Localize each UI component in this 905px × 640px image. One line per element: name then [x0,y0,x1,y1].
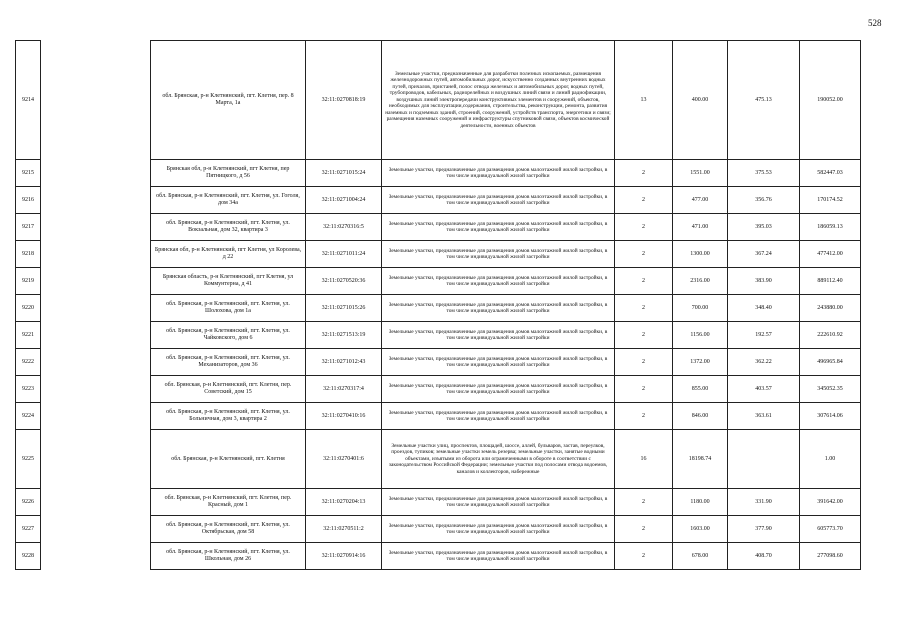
area-cell: 2316.00 [673,268,728,295]
cadastral-number-cell: 32:11:0271513:19 [306,322,382,349]
spacer-cell [41,322,151,349]
row-number: 9227 [16,516,41,543]
land-use-cell: Земельные участки, предназначенные для размещения домов малоэтажной жилой застройки, в том числе индивидуальной жилой застройки [382,543,615,570]
cadastral-value-cell: 222610.92 [800,322,861,349]
unit-price-cell: 362.22 [728,349,800,376]
unit-price-cell: 331.90 [728,489,800,516]
address-cell: обл. Брянская, р-н Клетнянский, пгт. Клетня, пер. Красный, дом 1 [151,489,306,516]
unit-price-cell: 356.76 [728,187,800,214]
address-cell: Брянская область, р-н Клетнянский, пгт Клетня, ул Коммунтерна, д 41 [151,268,306,295]
spacer-cell [41,160,151,187]
table-row [16,187,861,214]
spacer-cell [41,403,151,430]
spacer-cell [41,543,151,570]
address-cell: обл. Брянская, р-н Клетнянский, пгт. Клетня, ул. Механизаторов, дом 36 [151,349,306,376]
unit-price-cell: 403.57 [728,376,800,403]
address-cell: обл. Брянская, р-н Клетнянский, пгт. Клетня, пер. 8 Марта, 1а [151,41,306,160]
table-row [16,349,861,376]
land-use-cell: Земельные участки, предназначенные для размещения домов малоэтажной жилой застройки, в том числе индивидуальной жилой застройки [382,268,615,295]
cadastral-value-cell: 582447.03 [800,160,861,187]
category-code-cell: 2 [615,241,673,268]
cadastral-number-cell: 32:11:0271015:26 [306,295,382,322]
cadastral-value-cell: 345052.35 [800,376,861,403]
unit-price-cell: 367.24 [728,241,800,268]
table-body [16,41,861,570]
table-row [16,403,861,430]
address-cell: обл. Брянская, р-н Клетнянский, пгт. Клетня, ул. Школьная, дом 26 [151,543,306,570]
cadastral-number-cell: 32:11:0270511:2 [306,516,382,543]
cadastral-value-cell: 496965.84 [800,349,861,376]
row-number: 9225 [16,430,41,489]
cadastral-number-cell: 32:11:0270316:5 [306,214,382,241]
unit-price-cell: 377.90 [728,516,800,543]
table-row [16,430,861,489]
spacer-cell [41,376,151,403]
spacer-cell [41,516,151,543]
land-use-cell: Земельные участки, предназначенные для размещения домов малоэтажной жилой застройки, в том числе индивидуальной жилой застройки [382,160,615,187]
land-use-cell: Земельные участки, предназначенные для размещения домов малоэтажной жилой застройки, в том числе индивидуальной жилой застройки [382,214,615,241]
table-row [16,241,861,268]
page-number: 528 [868,18,882,28]
table-row [16,543,861,570]
unit-price-cell: 475.13 [728,41,800,160]
unit-price-cell: 383.90 [728,268,800,295]
address-cell: обл. Брянская, р-н Клетнянский, пгт. Клетня, ул. Октябрьская, дом 58 [151,516,306,543]
cadastral-number-cell: 32:11:0271004:24 [306,187,382,214]
land-use-cell: Земельные участки, предназначенные для размещения домов малоэтажной жилой застройки, в том числе индивидуальной жилой застройки [382,403,615,430]
category-code-cell: 16 [615,430,673,489]
category-code-cell: 2 [615,543,673,570]
cadastral-number-cell: 32:11:0270818:19 [306,41,382,160]
area-cell: 18198.74 [673,430,728,489]
address-cell: обл. Брянская, р-н Клетнянский, пгт. Клетня, ул. Больничная, дом 3, квартира 2 [151,403,306,430]
cadastral-value-cell: 889112.40 [800,268,861,295]
category-code-cell: 2 [615,403,673,430]
unit-price-cell [728,430,800,489]
row-number: 9217 [16,214,41,241]
land-use-cell: Земельные участки, предназначенные для разработки полезных ископаемых, размещения железнодорожных путей, автомобильных дорог, искусственно созданных внутренних водных путей, причалов, пристаней, полос отвода железных и автомобильных дорог, водных путей, трубопроводов, кабельных, радиорелейных и воздушных линий связи и линий радиофикации, воздушных линий электропередачи конструктивных элементов и сооружений, объектов, необходимых для эксплуатации,содержания, строительства, реконструкции, ремонта, развития наземных и подземных зданий, строений, сооружений, устройств транспорта, энергетики и связи; размещения наземных сооружений и инфраструктуры спутниковой связи, объектов космической деятельности, военных объектов [382,41,615,160]
land-use-cell: Земельные участки, предназначенные для размещения домов малоэтажной жилой застройки, в том числе индивидуальной жилой застройки [382,489,615,516]
cadastral-number-cell: 32:11:0270410:16 [306,403,382,430]
cadastral-value-cell: 277098.60 [800,543,861,570]
table-row [16,214,861,241]
area-cell: 400.00 [673,41,728,160]
cadastral-value-cell: 170174.52 [800,187,861,214]
category-code-cell: 2 [615,214,673,241]
table-row [16,516,861,543]
unit-price-cell: 408.70 [728,543,800,570]
row-number: 9226 [16,489,41,516]
category-code-cell: 2 [615,376,673,403]
unit-price-cell: 363.61 [728,403,800,430]
table-row [16,489,861,516]
cadastral-number-cell: 32:11:0270317:4 [306,376,382,403]
cadastral-number-cell: 32:11:0270204:13 [306,489,382,516]
address-cell: обл. Брянская, р-н Клетнянский, пгт. Клетня, ул. Чайковского, дом 6 [151,322,306,349]
cadastral-number-cell: 32:11:0271011:24 [306,241,382,268]
address-cell: обл. Брянская, р-н Клетнянский, пгт. Клетня, пер. Советский, дом 15 [151,376,306,403]
spacer-cell [41,268,151,295]
category-code-cell: 2 [615,160,673,187]
unit-price-cell: 375.53 [728,160,800,187]
cadastral-value-cell: 477412.00 [800,241,861,268]
row-number: 9220 [16,295,41,322]
area-cell: 700.00 [673,295,728,322]
address-cell: обл. Брянская, р-н Клетнянский, пгт. Клетня, ул. Вокзальная, дом 32, квартира 3 [151,214,306,241]
land-use-cell: Земельные участки, предназначенные для размещения домов малоэтажной жилой застройки, в том числе индивидуальной жилой застройки [382,516,615,543]
area-cell: 1551.00 [673,160,728,187]
area-cell: 1156.00 [673,322,728,349]
address-cell: Брянская обл, р-н Клетнянский, пгт Клетня, ул Королева, д 22 [151,241,306,268]
table-row [16,268,861,295]
category-code-cell: 2 [615,268,673,295]
land-use-cell: Земельные участки, предназначенные для размещения домов малоэтажной жилой застройки, в том числе индивидуальной жилой застройки [382,349,615,376]
land-use-cell: Земельные участки, предназначенные для размещения домов малоэтажной жилой застройки, в том числе индивидуальной жилой застройки [382,187,615,214]
area-cell: 1180.00 [673,489,728,516]
land-use-cell: Земельные участки, предназначенные для размещения домов малоэтажной жилой застройки, в том числе индивидуальной жилой застройки [382,322,615,349]
land-use-cell: Земельные участки, предназначенные для размещения домов малоэтажной жилой застройки, в том числе индивидуальной жилой застройки [382,376,615,403]
area-cell: 1372.00 [673,349,728,376]
category-code-cell: 2 [615,322,673,349]
table-row [16,41,861,160]
spacer-cell [41,214,151,241]
address-cell: обл. Брянская, р-н Клетнянский, пгт. Клетня, ул. Шолохова, дом 1а [151,295,306,322]
table-row [16,295,861,322]
cadastral-value-cell: 186059.13 [800,214,861,241]
row-number: 9221 [16,322,41,349]
cadastral-value-table [15,40,861,570]
spacer-cell [41,489,151,516]
land-use-cell: Земельные участки, предназначенные для размещения домов малоэтажной жилой застройки, в том числе индивидуальной жилой застройки [382,295,615,322]
cadastral-number-cell: 32:11:0270520:36 [306,268,382,295]
table-row [16,376,861,403]
area-cell: 855.00 [673,376,728,403]
land-use-cell: Земельные участки, предназначенные для размещения домов малоэтажной жилой застройки, в том числе индивидуальной жилой застройки [382,241,615,268]
land-use-cell: Земельные участки улиц, проспектов, площадей, шоссе, аллей, бульваров, застав, переулков, проездов, тупиков; земельные участки земель резерва; земельные участки, занятые водными объектами, изъятыми из оборота или ограниченными в обороте в соответствии с законодательством Российской Федерации; земельные участки под полосами отвода водоемов, каналов и коллекторов, набережные [382,430,615,489]
cadastral-number-cell: 32:11:0271015:24 [306,160,382,187]
address-cell: обл. Брянская, р-н Клетнянский, пгт. Клетня, ул. Гоголя, дом 34а [151,187,306,214]
cadastral-value-cell: 243880.00 [800,295,861,322]
unit-price-cell: 348.40 [728,295,800,322]
area-cell: 471.00 [673,214,728,241]
category-code-cell: 2 [615,295,673,322]
cadastral-number-cell: 32:11:0270401:6 [306,430,382,489]
row-number: 9216 [16,187,41,214]
area-cell: 678.00 [673,543,728,570]
unit-price-cell: 192.57 [728,322,800,349]
area-cell: 1300.00 [673,241,728,268]
category-code-cell: 2 [615,187,673,214]
table-row [16,160,861,187]
row-number: 9215 [16,160,41,187]
address-cell: обл. Брянская, р-н Клетнянский, пгт. Клетня [151,430,306,489]
cadastral-value-cell: 1.00 [800,430,861,489]
table-row [16,322,861,349]
row-number: 9223 [16,376,41,403]
spacer-cell [41,187,151,214]
category-code-cell: 2 [615,516,673,543]
area-cell: 846.00 [673,403,728,430]
row-number: 9224 [16,403,41,430]
spacer-cell [41,41,151,160]
row-number: 9219 [16,268,41,295]
address-cell: Брянская обл, р-н Клетнянский, пгт Клетня, пер Пятницкого, д 56 [151,160,306,187]
cadastral-number-cell: 32:11:0270914:16 [306,543,382,570]
row-number: 9228 [16,543,41,570]
row-number: 9218 [16,241,41,268]
cadastral-value-cell: 391642.00 [800,489,861,516]
cadastral-value-cell: 190052.00 [800,41,861,160]
unit-price-cell: 395.03 [728,214,800,241]
spacer-cell [41,295,151,322]
category-code-cell: 13 [615,41,673,160]
row-number: 9222 [16,349,41,376]
spacer-cell [41,349,151,376]
category-code-cell: 2 [615,489,673,516]
cadastral-value-cell: 307614.06 [800,403,861,430]
row-number: 9214 [16,41,41,160]
spacer-cell [41,241,151,268]
cadastral-number-cell: 32:11:0271012:43 [306,349,382,376]
cadastral-value-cell: 605773.70 [800,516,861,543]
area-cell: 1603.00 [673,516,728,543]
spacer-cell [41,430,151,489]
category-code-cell: 2 [615,349,673,376]
area-cell: 477.00 [673,187,728,214]
